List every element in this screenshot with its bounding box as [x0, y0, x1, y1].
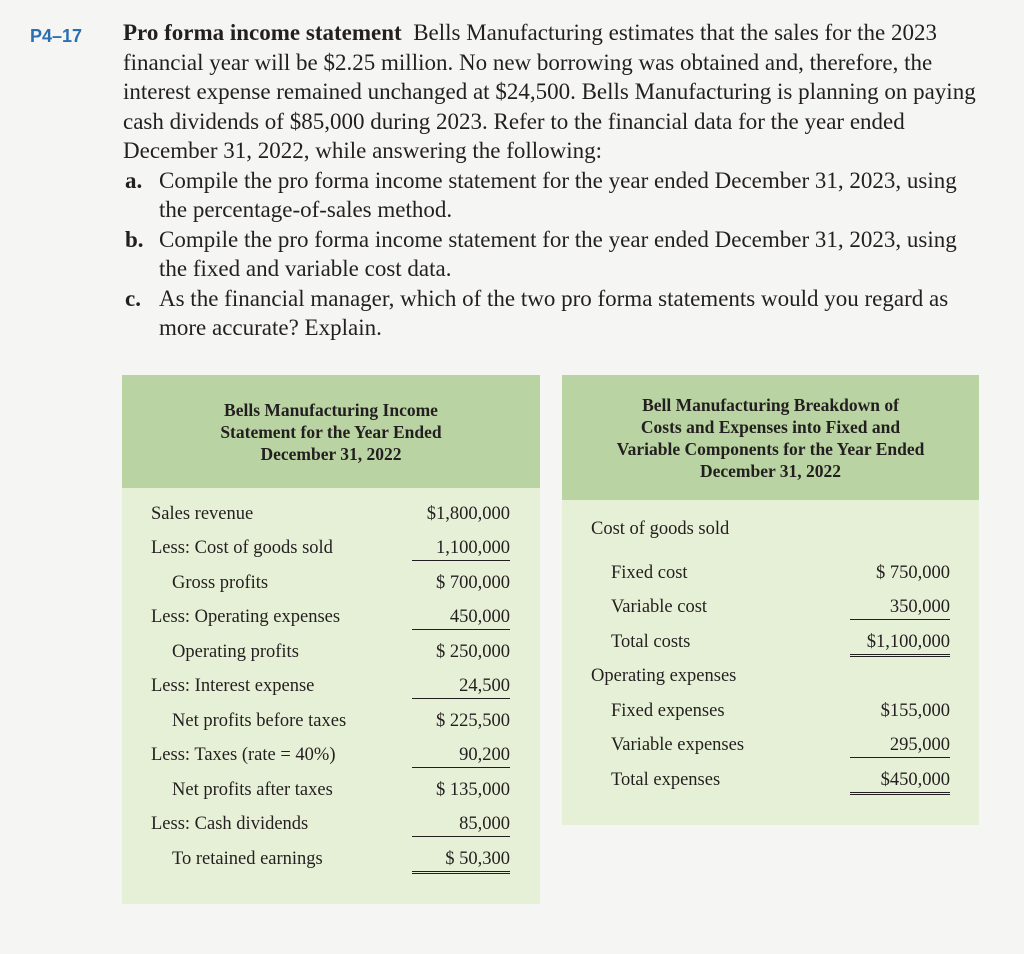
row-value: 1,100,000 [412, 537, 510, 561]
problem-body: Bells Manufacturing estimates that the sales for the 2023 financial year will be $2.25 million. No new borrowing was obtained and, therefore, the interest expense remained unchanged at $24,500. Bells Manufacturing is planning on paying cash dividends of $85,000 during 2023. Refer to the financial data for the year ended December 31, 2022, while answering the following: [123, 20, 976, 163]
problem-p4-17 [30, 18, 990, 343]
problem-title: Pro forma income statement [123, 20, 402, 45]
row-label: Fixed expenses [611, 701, 725, 721]
row-value: 90,200 [412, 744, 510, 768]
title-line: Bells Manufacturing Income [224, 399, 438, 420]
row-label: Less: Operating expenses [151, 607, 341, 627]
row-label: Operating profits [172, 642, 299, 662]
row-label: Total expenses [611, 770, 721, 790]
row-label: Less: Interest expense [151, 676, 315, 696]
row-label: Less: Taxes (rate = 40%) [151, 745, 336, 765]
row-value: $155,000 [880, 701, 950, 721]
row-value: $ 750,000 [876, 563, 950, 583]
row-value: 295,000 [850, 734, 950, 758]
part-label: b. [125, 226, 144, 252]
row-label: Variable cost [611, 597, 708, 617]
row-value: $450,000 [850, 769, 950, 795]
part-a [123, 166, 990, 225]
row-value: $ 700,000 [436, 573, 510, 593]
part-text: Compile the pro forma income statement for the year ended December 31, 2023, using the fixed and variable cost data. [159, 226, 957, 281]
title-line: December 31, 2022 [260, 443, 402, 464]
row-value: $ 225,500 [436, 711, 510, 731]
income-statement-table [122, 375, 540, 904]
row-label: Fixed cost [611, 563, 688, 583]
section-label: Operating expenses [591, 666, 737, 686]
cost-breakdown-title [562, 375, 979, 500]
row-value: 24,500 [412, 675, 510, 699]
row-value: $ 250,000 [436, 642, 510, 662]
row-label: Less: Cash dividends [151, 814, 309, 834]
part-text: As the financial manager, which of the two pro forma statements would you regard as more accurate? Explain. [159, 285, 949, 340]
title-line: December 31, 2022 [699, 460, 842, 481]
part-label: c. [125, 285, 141, 311]
cost-breakdown-table [562, 375, 979, 825]
problem-parts [123, 166, 990, 343]
title-line: Bell Manufacturing Breakdown of [642, 394, 899, 415]
problem-text [123, 18, 990, 343]
row-label: To retained earnings [172, 849, 323, 869]
row-value: $ 50,300 [412, 848, 510, 874]
row-label: Sales revenue [151, 504, 254, 524]
income-statement-title [122, 375, 540, 488]
row-label: Less: Cost of goods sold [151, 538, 333, 558]
row-label: Net profits before taxes [172, 711, 347, 731]
section-label: Cost of goods sold [591, 519, 730, 539]
problem-number: P4–17 [30, 26, 83, 46]
row-label: Net profits after taxes [172, 780, 333, 800]
row-value: 85,000 [412, 813, 510, 837]
row-value: 350,000 [850, 596, 950, 620]
part-label: a. [125, 167, 143, 193]
row-value: $1,800,000 [426, 504, 510, 524]
row-label: Gross profits [172, 573, 269, 593]
title-line: Variable Components for the Year Ended [616, 438, 925, 459]
row-value: $ 135,000 [436, 780, 510, 800]
part-text: Compile the pro forma income statement for the year ended December 31, 2023, using the percentage-of-sales method. [159, 167, 957, 222]
row-value: $1,100,000 [850, 631, 950, 657]
row-label: Total costs [611, 632, 691, 652]
title-line: Costs and Expenses into Fixed and [640, 416, 901, 437]
row-label: Variable expenses [611, 735, 745, 755]
row-value: 450,000 [412, 606, 510, 630]
title-line: Statement for the Year Ended [220, 421, 442, 442]
part-c [123, 284, 990, 343]
part-b [123, 225, 990, 284]
